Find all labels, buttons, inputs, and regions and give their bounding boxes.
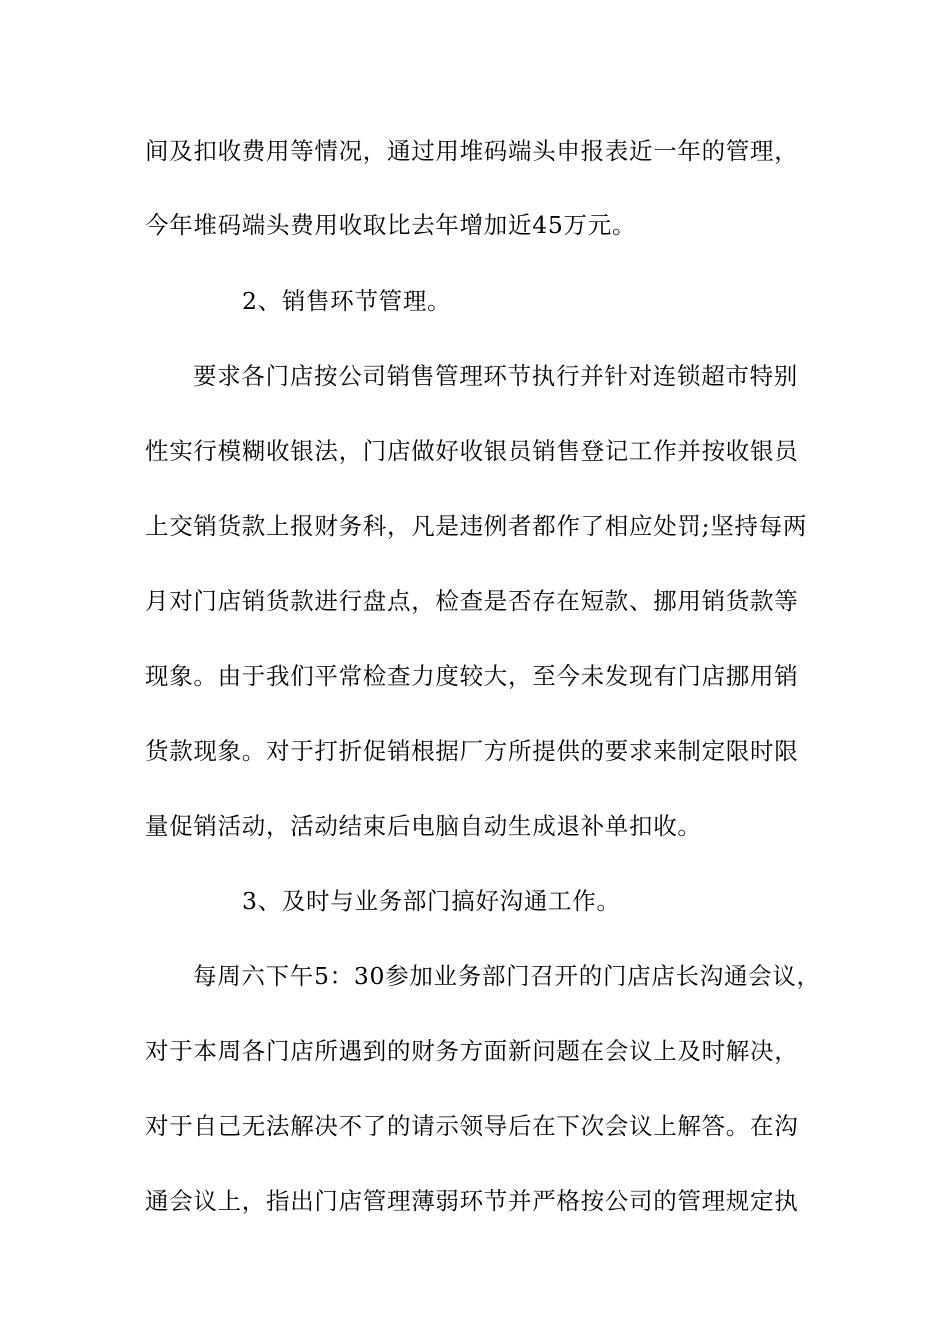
- text-line: 今年堆码端头费用收取比去年增加近45万元。: [145, 211, 637, 239]
- text-line: 每周六下午5：30参加业务部门召开的门店店长沟通会议，: [193, 962, 821, 990]
- text-line: 量促销活动，活动结束后电脑自动生成退补单扣收。: [145, 812, 702, 840]
- text-line: 月对门店销货款进行盘点，检查是否存在短款、挪用销货款等: [145, 587, 799, 615]
- section-heading: 3、及时与业务部门搞好沟通工作。: [242, 887, 621, 915]
- text-line: 通会议上，指出门店管理薄弱环节并严格按公司的管理规定执: [145, 1187, 799, 1215]
- text-line: 对于自己无法解决不了的请示领导后在下次会议上解答。在沟: [145, 1112, 799, 1140]
- text-line: 间及扣收费用等情况，通过用堆码端头申报表近一年的管理，: [145, 137, 799, 165]
- text-line: 对于本周各门店所遇到的财务方面新问题在会议上及时解决，: [145, 1037, 799, 1065]
- text-line: 要求各门店按公司销售管理环节执行并针对连锁超市特别: [193, 362, 798, 390]
- text-line: 现象。由于我们平常检查力度较大，至今未发现有门店挪用销: [145, 662, 799, 690]
- text-line: 上交销货款上报财务科，凡是违例者都作了相应处罚;坚持每两: [145, 512, 808, 540]
- text-line: 货款现象。对于打折促销根据厂方所提供的要求来制定限时限: [145, 737, 799, 765]
- section-heading: 2、销售环节管理。: [242, 287, 452, 315]
- text-line: 性实行模糊收银法，门店做好收银员销售登记工作并按收银员: [145, 437, 799, 465]
